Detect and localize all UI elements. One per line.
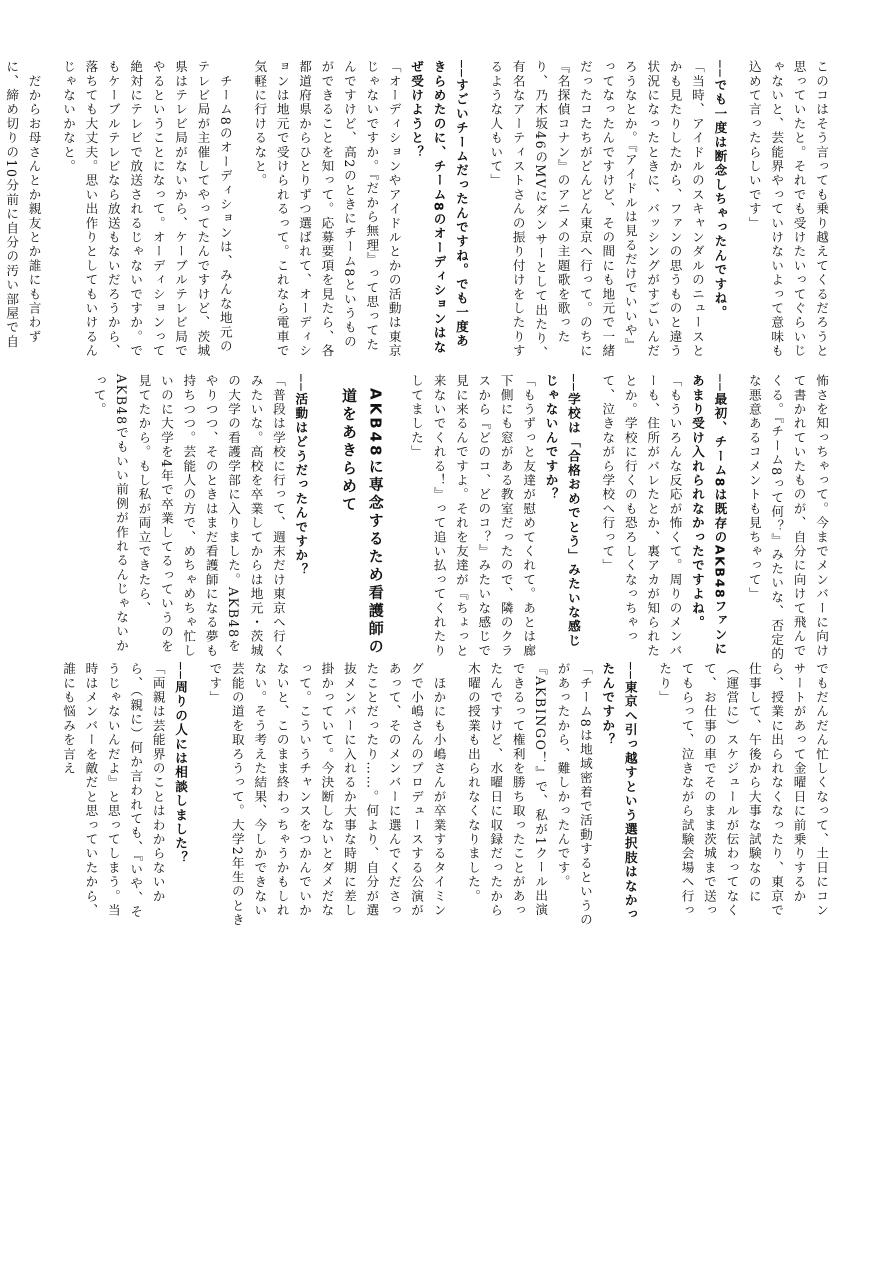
interview-answer: 「普段は学校に行って、週末だけ東京へ行くみたいな。高校を卒業してからは地元・茨城の大学の看護学部に入りました。AKB48をやりつつ、そのときはまだ看護師になる夢も持ちつつ。芸能人の方で、めちゃめちゃ忙しいのに大学を4年で卒業してるっていうのを見てたから。もし私が両立できたら、AKB48でもいい前例が作れるんじゃないかって。 xyxy=(91,374,286,658)
interview-answer: チーム8のオーディションは、みんな地元のテレビ局が主催してやってたんですけど、茨城県はテレビ局がないから、ケーブルテレビ局でやるということになって。オーディションって絶対にテレビで放送されるじゃないですか。でもケーブルテレビなら放送もないだろうから、落ちても大丈夫。思い出作りとしてもいけるんじゃないかなと。 xyxy=(61,60,233,359)
interview-answer: 「もうずっと友達が慰めてくれて。あとは廊下側にも窓がある教室だったので、隣のクラスから『どのコ、どのコ？』みたいな感じで見に来るんですよ。それを友達が『ちょっと来ないでくれる！』って追い払ってくれたりしてました」 xyxy=(409,374,537,658)
interview-answer: 怖さを知っちゃって。今までメンバーに向けて書かれていたものが、自分に向けて飛んでくる。『チーム8って何？』みたいな、否定的な悪意あるコメントも見ちゃって」 xyxy=(746,374,829,662)
interview-question: ──学校は「合格おめでとう」みたいな感じじゃないんですか？ xyxy=(543,374,581,648)
interview-question: ──でも一度は断念しちゃったんですね。 xyxy=(712,60,728,320)
interview-answer: 「両親は芸能界のことはわからないから、（親に）何か言われても、『いや、そうじゃないんだよ』と思ってしまう。当時はメンバーを敵だと思っていたから、誰にも悩みを言え xyxy=(61,662,166,920)
interview-answer: 「チーム8は地域密着で活動するというのがあったから、難しかったんです。『AKBINGO！』で、私が1クール出演できるって権利を勝ち取ったことがあったんですけど、水曜日に収録だったから木曜の授業も出られなくなりました。 xyxy=(465,662,593,928)
interview-question: ──周りの人には相談しました？ xyxy=(173,662,189,865)
section-heading: AKB48に専念するため看護師の道をあきらめて xyxy=(340,388,385,657)
interview-question: ──最初、チーム8は既存のAKB48ファンにあまり受け入れられなかったですよね。 xyxy=(689,374,728,657)
interview-answer: 「オーディションやアイドルとかの活動は東京じゃないですか。『だから無理』って思ってたんですけど、高2のときにチーム8というものができることを知って。応募要項を見たら、各都道府県からひとりずつ選ばれて、オーディションは地元で受けられるって。これなら電車で気軽に行けるなと。 xyxy=(252,60,402,359)
interview-answer: このコはそう言っても乗り越えてくるだろうと思っていたと。それでも受けたいってぐらいじゃないと、芸能界やっていけないよって意味も込めて言ったらしいです」 xyxy=(746,60,829,359)
interview-answer: だからお母さんとか親友とか誰にも言わずに、締め切りの10分前に自分の汚い部屋で自 xyxy=(4,60,42,350)
interview-question: ──活動はどうだったんですか？ xyxy=(293,374,309,577)
interview-question: ──東京へ引っ越すという選択肢はなかったんですか？ xyxy=(600,662,638,922)
interview-question: ──すごいチームだったんですね。でも一度あきらめたのに、チーム8のオーディションはなぜ受けようと？ xyxy=(409,60,469,355)
interview-answer: 「当時、アイドルのスキャンダルのニュースとかも見たりしたから、ファンの思うものと違う状況になったときに、バッシングがすごいんだろうなとか。『アイドルは見るだけでいいや』ってなったんですけど、その間にも地元で一緒だったコたちがどんどん東京へ行って。のちに『名探偵コナン』のアニメの主題歌を歌ったり、乃木坂46のMVにダンサーとして出たり、有名なアーティストさんの振り付けをしたりするような人もいて」 xyxy=(488,60,705,361)
interview-answer: ほかにも小嶋さんが卒業するタイミングで小嶋さんのプロデュースする公演があって、そのメンバーに選んでくださったことだったり……。何より、自分が選抜メンバーに入れるか大事な時期に差し掛かっていて。今決断しないとダメだなって。こういうチャンスをつかんでいかないと、このまま終わっちゃうかもしれない。そう考えた結果、今しかできない芸能の道を取ろうって。大学2年生のときです」 xyxy=(207,662,447,928)
interview-answer: でもだんだん忙しくなって、土日にコンサートがあって金曜日に前乗りするから、授業に出られなくなったり、東京で仕事して、午後から大事な試験なのに（運営に）スケジュールが伝わってなくて、お仕事の車でそのまま茨城まで送ってもらって、泣きながら試験会場へ行ったり」 xyxy=(657,662,829,918)
text-tier-2 xyxy=(64,374,832,662)
text-tier-1 xyxy=(4,60,832,362)
interview-answer: 「もういろんな反応が怖くて。周りのメンバーも、住所がバレたとか、裏アカが知られたとか。学校に行くのも恐ろしくなっちゃって、泣きながら学校へ行って」 xyxy=(600,374,683,658)
text-tier-3 xyxy=(61,662,832,928)
